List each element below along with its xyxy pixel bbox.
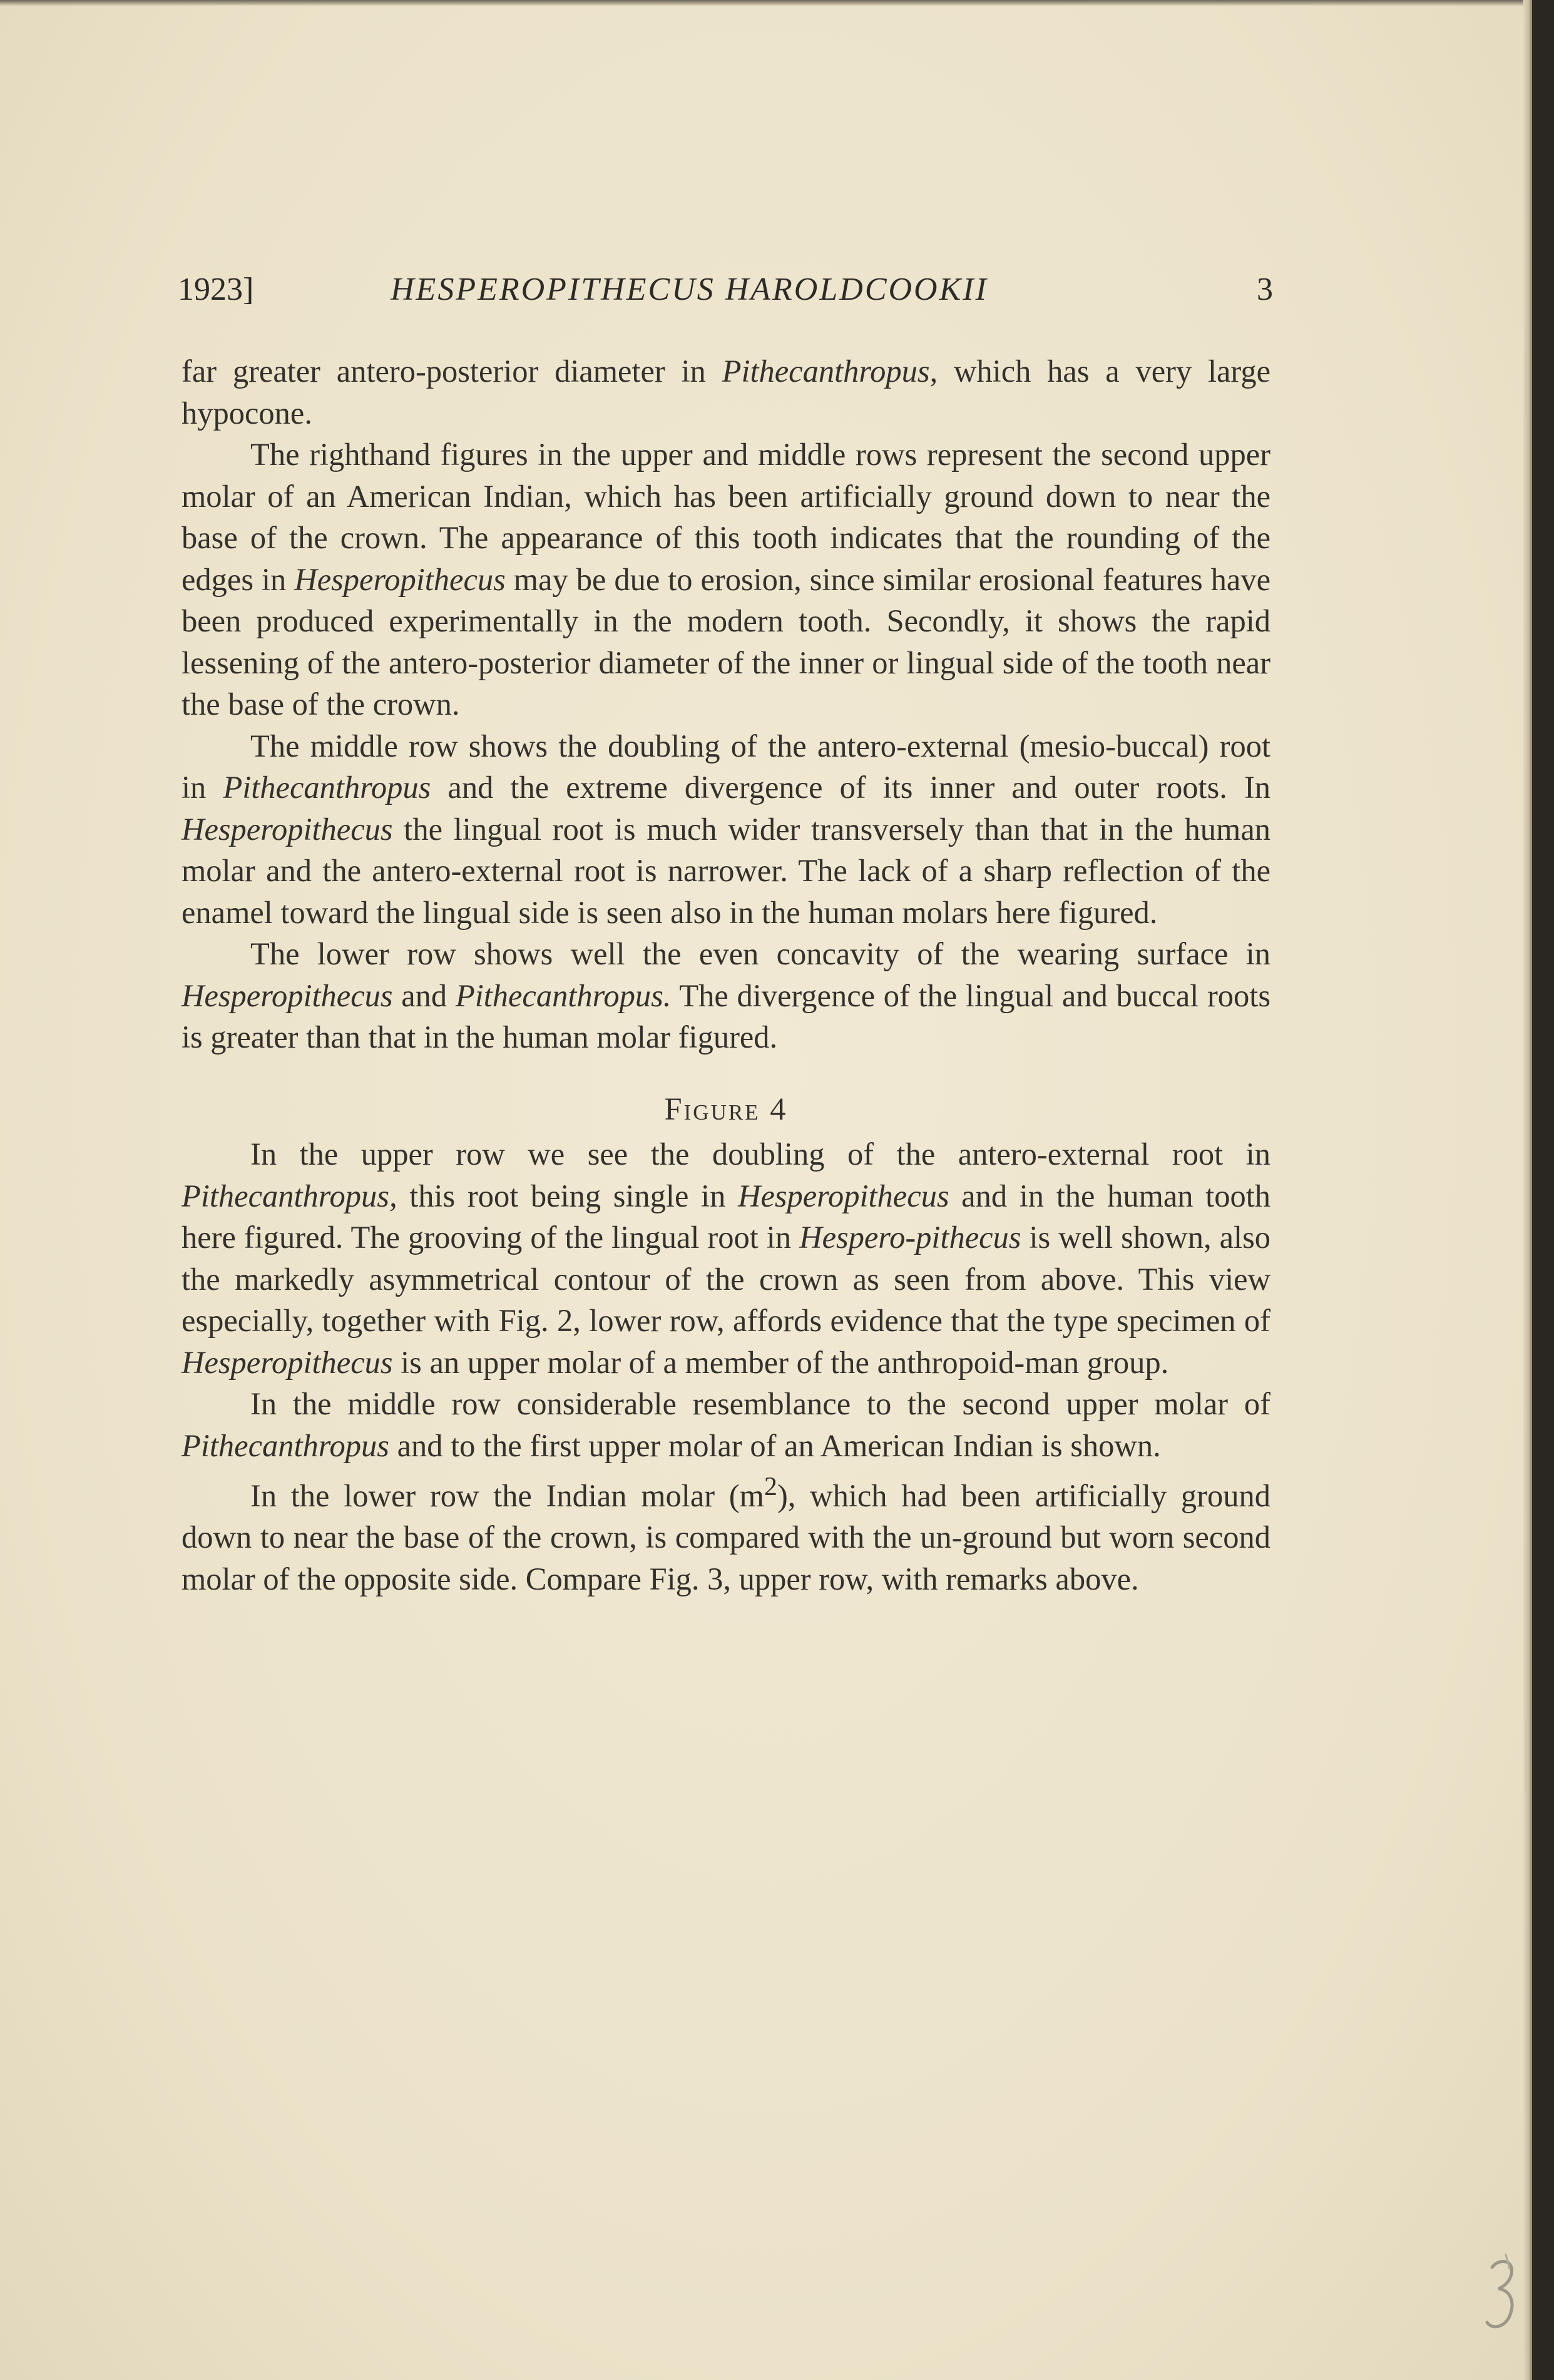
paragraph	[181, 350, 1270, 434]
italic-term: Pithecanthropus,	[181, 1178, 397, 1213]
text-run: may be due to erosion, since similar erosional features have been produced experimentally in the modern tooth. Secondly, it shows the rapid lessening of the antero-posterior diameter of the inner or lingual side of the tooth near the base of the crown.	[181, 561, 1271, 722]
text-run: ), which had been artificially ground down to near the base of the crown, is compared with the un-ground but worn second molar of the opposite side. Compare Fig. 3, upper row, with remarks above.	[181, 1478, 1270, 1596]
page-top-edge	[0, 0, 1532, 6]
italic-term: Hesperopithecus	[181, 1344, 393, 1380]
text-run: which has a very large hypocone.	[181, 354, 1270, 431]
text-run: the lingual root is much wider transversely than that in the human molar and the antero-external root is narrower. The lack of a sharp reflection of the enamel toward the lingual side is seen also in the human molars here figured.	[181, 811, 1270, 930]
text-run: and the extreme divergence of its inner and outer roots. In	[431, 770, 1271, 805]
handwritten-page-mark	[1481, 2244, 1523, 2337]
page-number: 3	[1257, 272, 1273, 307]
italic-term: Hesperopithecus	[181, 811, 393, 847]
text-run: The lower row shows well the even concavity of the wearing surface in	[250, 936, 1270, 971]
superscript: 2	[764, 1473, 777, 1501]
header-year: 1923]	[178, 272, 254, 307]
text-run: The divergence of the lingual and buccal roots is greater than that in the human molar figured.	[181, 978, 1270, 1055]
paragraph	[181, 933, 1270, 1058]
text-run: The middle row shows the doubling of the antero-external (mesio-buccal) root in	[181, 728, 1270, 805]
paragraph	[181, 434, 1270, 725]
running-header	[178, 268, 1273, 312]
paragraph	[181, 725, 1270, 934]
text-run: this root being single in	[397, 1178, 738, 1213]
text-run: far greater antero-posterior diameter in	[181, 354, 722, 389]
text-run: and to the first upper molar of an American Indian is shown.	[389, 1427, 1161, 1463]
italic-term: Hesperopithecus	[737, 1178, 949, 1213]
paragraph	[181, 1466, 1270, 1600]
handwritten-mark-icon	[1481, 2244, 1523, 2337]
italic-term: Pithecanthropus	[223, 770, 431, 805]
text-run: In the lower row the Indian molar (m	[250, 1478, 764, 1513]
page-right-edge	[1523, 0, 1532, 2380]
italic-term: Pithecanthropus,	[722, 354, 938, 389]
text-run: and in the human tooth here figured. The grooving of the lingual root in	[181, 1178, 1270, 1255]
italic-term: Hespero-pithecus	[799, 1220, 1021, 1255]
italic-term: Hesperopithecus	[294, 561, 506, 597]
italic-term: Hesperopithecus	[181, 978, 393, 1013]
body-text	[181, 350, 1270, 1600]
text-run: The righthand figures in the upper and middle rows represent the second upper molar of an American Indian, which has been artificially ground down to near the base of the crown. The appearance of this tooth indicates that the rounding of the edges in	[181, 437, 1270, 597]
header-title: HESPEROPITHECUS HAROLDCOOKII	[391, 272, 988, 307]
text-run: is an upper molar of a member of the anthropoid-man group.	[392, 1344, 1169, 1380]
italic-term: Pithecanthropus	[181, 1427, 389, 1463]
text-run: In the upper row we see the doubling of the antero-external root in	[250, 1136, 1270, 1172]
text-run: In the middle row considerable resemblance to the second upper molar of	[250, 1386, 1270, 1421]
paragraph	[181, 1383, 1270, 1466]
text-run: is well shown, also the markedly asymmetrical contour of the crown as seen from above. This view especially, together with Fig. 2, lower row, affords evidence that the type specimen of	[181, 1220, 1270, 1338]
text-run: and	[392, 978, 456, 1013]
figure-heading: Figure 4	[664, 1091, 788, 1126]
paragraph	[181, 1133, 1270, 1383]
italic-term: Pithecanthropus.	[455, 978, 672, 1013]
